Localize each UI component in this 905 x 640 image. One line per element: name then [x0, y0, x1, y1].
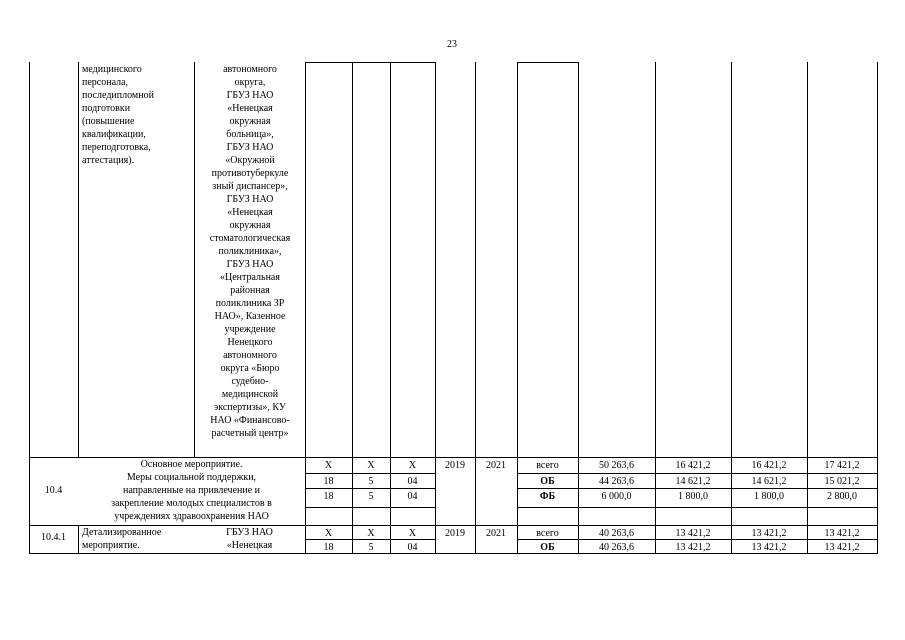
amount-total: 40 263,6 — [599, 528, 634, 539]
text-line: автономного — [223, 64, 277, 75]
text-line: ГБУЗ НАО — [226, 90, 274, 101]
code-cell: 04 — [407, 491, 418, 502]
funding-source: ОБ — [540, 476, 555, 487]
text-line: Меры социальной поддержки, — [126, 472, 257, 483]
code-cell: 18 — [323, 476, 334, 487]
text-line: автономного — [223, 350, 277, 361]
text-line: медицинского — [82, 64, 142, 75]
page-number: 23 — [447, 39, 457, 50]
text-line: Детализированное — [82, 527, 162, 538]
start-year: 2019 — [445, 528, 465, 539]
text-line: (повышение — [82, 116, 135, 127]
amount-year: 2 800,0 — [827, 491, 857, 502]
funding-source: всего — [536, 460, 559, 471]
text-line: квалификации, — [82, 129, 146, 140]
code-cell: Х — [367, 528, 375, 539]
text-line: последипломной — [82, 90, 154, 101]
amount-year: 16 421,2 — [675, 460, 711, 471]
amount-total: 6 000,0 — [601, 491, 632, 502]
text-line: районная — [230, 285, 270, 296]
text-line: подготовки — [82, 103, 131, 114]
amount-year: 13 421,2 — [675, 528, 711, 539]
text-line: закрепление молодых специалистов в — [111, 498, 272, 509]
code-cell: 5 — [368, 491, 374, 502]
text-line: округа, — [234, 77, 266, 88]
amount-year: 13 421,2 — [675, 542, 711, 553]
text-line: больница», — [226, 129, 274, 140]
amount-year: 13 421,2 — [824, 528, 860, 539]
code-cell: 18 — [323, 542, 334, 553]
text-line: ГБУЗ НАО — [226, 194, 274, 205]
detailed-measure-title — [82, 526, 194, 552]
amount-year: 13 421,2 — [824, 542, 860, 553]
code-cell: Х — [408, 528, 417, 539]
funding-source: ОБ — [540, 542, 555, 553]
main-measure-title — [78, 458, 305, 523]
text-line: окружная — [229, 116, 271, 127]
row-number: 10.4.1 — [41, 532, 66, 543]
text-line: мероприятие. — [82, 540, 140, 551]
amount-year: 13 421,2 — [751, 542, 787, 553]
text-line: стоматологическая — [209, 233, 291, 244]
end-year: 2021 — [486, 460, 506, 471]
funding-source: ФБ — [539, 491, 556, 502]
amount-year: 13 421,2 — [751, 528, 787, 539]
amount-year: 15 021,2 — [824, 476, 860, 487]
text-line: округа «Бюро — [220, 363, 280, 374]
text-line: судебно- — [231, 376, 269, 387]
text-line: НАО «Финансово- — [210, 415, 290, 426]
measure-description-cell — [82, 63, 192, 167]
text-line: Ненецкого — [227, 337, 273, 348]
text-line: персонала, — [82, 77, 129, 88]
code-cell: Х — [324, 528, 333, 539]
start-year: 2019 — [445, 460, 465, 471]
code-cell: 5 — [368, 476, 374, 487]
code-cell: 18 — [323, 491, 334, 502]
amount-year: 16 421,2 — [751, 460, 787, 471]
text-line: учреждениях здравоохранения НАО — [114, 511, 269, 522]
funding-source: всего — [536, 528, 559, 539]
text-line: противотуберкуле — [211, 168, 289, 179]
amount-total: 40 263,6 — [599, 542, 634, 553]
text-line: НАО», Казенное — [214, 311, 286, 322]
amount-year: 1 800,0 — [754, 491, 784, 502]
amount-year: 14 621,2 — [751, 476, 787, 487]
text-line: зный диспансер», — [212, 181, 288, 192]
code-cell: 04 — [407, 476, 418, 487]
amount-year: 17 421,2 — [824, 460, 860, 471]
text-line: Основное мероприятие. — [140, 459, 243, 470]
text-line: «Ненецкая — [226, 540, 273, 551]
text-line: «Ненецкая — [227, 207, 273, 218]
text-line: «Окружной — [225, 155, 275, 166]
text-line: учреждение — [224, 324, 276, 335]
executor-cell — [194, 526, 305, 552]
text-line: ГБУЗ НАО — [226, 259, 274, 270]
text-line: окружная — [229, 220, 271, 231]
text-line: расчетный центр» — [211, 428, 289, 439]
code-cell: 04 — [407, 542, 418, 553]
text-line: «Ненецкая — [227, 103, 273, 114]
text-line: поликлиника ЗР — [215, 298, 285, 309]
amount-year: 14 621,2 — [675, 476, 711, 487]
amount-year: 1 800,0 — [678, 491, 708, 502]
code-cell: 5 — [368, 542, 374, 553]
row-number: 10.4 — [44, 485, 63, 496]
end-year: 2021 — [486, 528, 506, 539]
text-line: экспертизы», КУ — [214, 402, 286, 413]
text-line: поликлиника», — [218, 246, 282, 257]
amount-total: 50 263,6 — [599, 460, 634, 471]
code-cell: Х — [367, 460, 375, 471]
executor-cell — [194, 63, 306, 440]
text-line: «Центральная — [220, 272, 280, 283]
text-line: аттестация). — [82, 155, 135, 166]
text-line: переподготовка, — [82, 142, 151, 153]
code-cell: Х — [408, 460, 417, 471]
text-line: медицинской — [221, 389, 279, 400]
text-line: ГБУЗ НАО — [226, 142, 274, 153]
text-line: ГБУЗ НАО — [226, 527, 273, 538]
text-line: направленные на привлечение и — [122, 485, 261, 496]
amount-total: 44 263,6 — [599, 476, 634, 487]
code-cell: Х — [324, 460, 333, 471]
